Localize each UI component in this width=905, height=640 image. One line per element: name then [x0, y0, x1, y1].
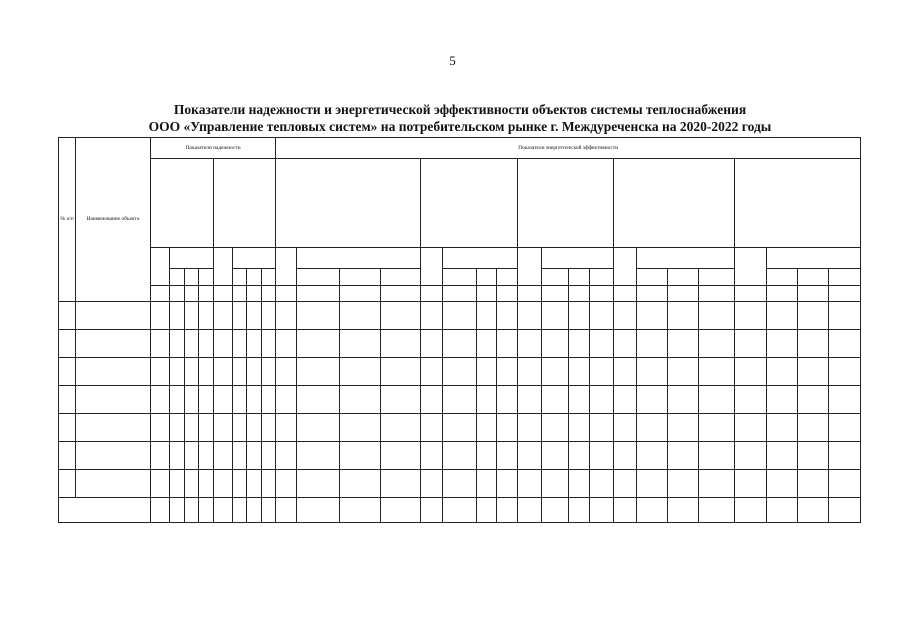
eff1-plan-header [296, 248, 420, 269]
column-number-cell [614, 286, 637, 302]
column-number-cell [232, 286, 246, 302]
column-number-cell [421, 286, 443, 302]
column-number-cell [213, 286, 232, 302]
year-cell [667, 269, 698, 286]
column-number-cell [247, 286, 261, 302]
year-cell [797, 269, 828, 286]
column-number-cell [381, 286, 421, 302]
year-cell [170, 269, 184, 286]
column-number-cell [541, 286, 568, 302]
column-number-cell [698, 286, 734, 302]
reliability-header: Показатели надежности [150, 138, 276, 159]
eff1-current-header [276, 248, 297, 286]
failures-sources-header [213, 159, 276, 248]
column-number-cell [184, 286, 198, 302]
total-row [59, 498, 861, 523]
eff5-current-header [735, 248, 766, 286]
column-number-cell [497, 286, 518, 302]
year-cell [568, 269, 590, 286]
heat-losses-ratio-header [517, 159, 614, 248]
table-row [59, 330, 861, 358]
column-number-cell [276, 286, 297, 302]
year-cell [381, 269, 421, 286]
row-number-header: № п/п [59, 138, 76, 302]
indicators-table [58, 137, 861, 523]
year-cell [184, 269, 198, 286]
column-number-cell [340, 286, 381, 302]
column-number-cell [568, 286, 590, 302]
column-number-cell [442, 286, 476, 302]
eff4-plan-header [637, 248, 735, 269]
rel1-current-header [150, 248, 169, 286]
column-number-cell [261, 286, 276, 302]
table-row [59, 302, 861, 330]
rel1-plan-header [170, 248, 213, 269]
table-row [59, 358, 861, 386]
eff3-plan-header [541, 248, 613, 269]
page-number: 5 [449, 53, 456, 68]
eff2-plan-header [442, 248, 517, 269]
year-cell [590, 269, 614, 286]
year-cell [442, 269, 476, 286]
title-line-1: Показатели надежности и энергетической эффективности объектов системы теплоснабжения [173, 102, 747, 117]
heat-losses-value-header [735, 159, 861, 248]
column-number-cell [637, 286, 667, 302]
year-cell [698, 269, 734, 286]
title-line-2: ООО «Управление тепловых систем» на потребительском рынке г. Междуреченска на 2020-2022 годы [148, 119, 772, 134]
year-cell [261, 269, 276, 286]
year-cell [232, 269, 246, 286]
year-cell [829, 269, 861, 286]
table-row [59, 442, 861, 470]
table-row [59, 414, 861, 442]
year-cell [497, 269, 518, 286]
column-number-cell [667, 286, 698, 302]
year-cell [199, 269, 213, 286]
column-number-cell [829, 286, 861, 302]
year-cell [476, 269, 497, 286]
eff4-current-header [614, 248, 637, 286]
efficiency-header: Показатели энергетической эффективности [276, 138, 861, 159]
document-title [60, 101, 860, 135]
eff2-current-header [421, 248, 443, 286]
failures-networks-header [150, 159, 213, 248]
heat-carrier-losses-ratio-header [421, 159, 518, 248]
column-number-cell [766, 286, 797, 302]
rel2-current-header [213, 248, 232, 286]
year-cell [247, 269, 261, 286]
column-number-cell [590, 286, 614, 302]
year-cell [340, 269, 381, 286]
object-name-header: Наименование объекта [75, 138, 150, 302]
table-row [59, 386, 861, 414]
table-row [59, 470, 861, 498]
heat-carrier-losses-value-header [614, 159, 735, 248]
rel2-plan-header [232, 248, 276, 269]
year-cell [637, 269, 667, 286]
eff5-plan-header [766, 248, 860, 269]
column-number-cell [296, 286, 339, 302]
eff3-current-header [517, 248, 541, 286]
column-number-cell [199, 286, 213, 302]
year-cell [296, 269, 339, 286]
column-number-cell [797, 286, 828, 302]
column-number-cell [476, 286, 497, 302]
indicators-table-wrapper [58, 137, 861, 523]
fuel-consumption-header [276, 159, 421, 248]
year-cell [541, 269, 568, 286]
column-number-cell [150, 286, 169, 302]
column-number-cell [170, 286, 184, 302]
column-number-cell [735, 286, 766, 302]
year-cell [766, 269, 797, 286]
column-number-cell [517, 286, 541, 302]
